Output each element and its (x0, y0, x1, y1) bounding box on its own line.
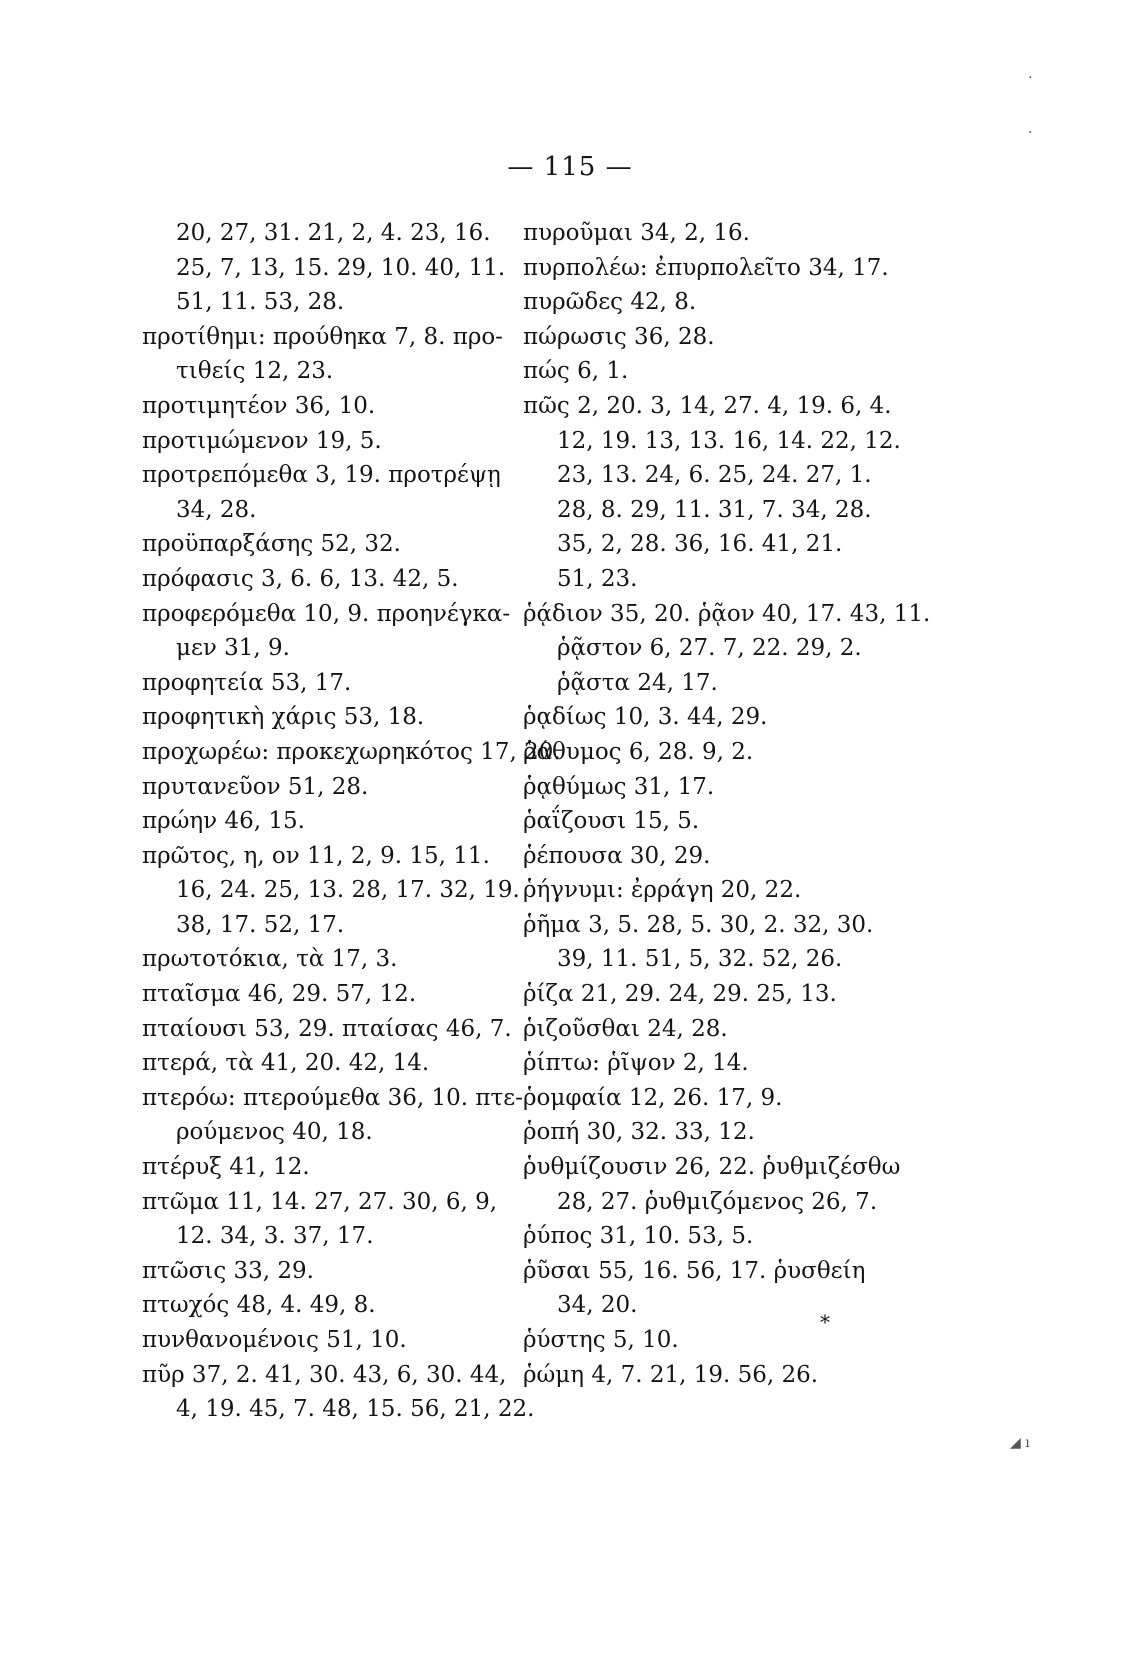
index-entry-line: ῥέπουσα 30, 29. (523, 842, 711, 869)
index-entry-line: 28, 27. ῥυθμιζόμενος 26, 7. (557, 1188, 878, 1215)
index-entry-line: πταῖσμα 46, 29. 57, 12. (142, 981, 417, 1008)
index-entry-line: ῥῦσαι 55, 16. 56, 17. ῥυσθείη (523, 1257, 866, 1284)
index-entry-line: πώρωσις 36, 28. (523, 323, 715, 350)
index-entry-line: 25, 7, 13, 15. 29, 10. 40, 11. (176, 254, 506, 281)
index-entry-line: 12, 19. 13, 13. 16, 14. 22, 12. (557, 427, 901, 454)
index-entry-line: 16, 24. 25, 13. 28, 17. 32, 19. (176, 877, 520, 904)
index-entry-line: ῥάθυμος 6, 28. 9, 2. (523, 738, 754, 765)
index-entry-line: πτωχός 48, 4. 49, 8. (142, 1292, 376, 1319)
index-entry-line: πυροῦμαι 34, 2, 16. (523, 220, 750, 246)
index-entry-line: ῥᾷστον 6, 27. 7, 22. 29, 2. (557, 635, 862, 662)
margin-mark: · (1028, 70, 1033, 86)
index-entry-line: προτίθημι: προύθηκα 7, 8. προ- (142, 323, 503, 350)
index-entry-line: προφητεία 53, 17. (142, 669, 352, 696)
index-entry-line: πτερά, τὰ 41, 20. 42, 14. (142, 1050, 430, 1077)
index-entry-line: 51, 23. (557, 565, 638, 592)
index-entry-line: πρῶτος, η, ον 11, 2, 9. 15, 11. (142, 842, 490, 869)
index-entry-line: πτῶμα 11, 14. 27, 27. 30, 6, 9, (142, 1188, 498, 1215)
index-entry-line: ῥήγνυμι: ἐρράγη 20, 22. (523, 877, 802, 904)
index-entry-line: 35, 2, 28. 36, 16. 41, 21. (557, 531, 843, 558)
index-entry-line: πῦρ 37, 2. 41, 30. 43, 6, 30. 44, (142, 1361, 507, 1388)
index-entry-line: προτιμώμενον 19, 5. (142, 427, 382, 454)
index-entry-line: 28, 8. 29, 11. 31, 7. 34, 28. (557, 496, 872, 523)
index-entry-line: πτέρυξ 41, 12. (142, 1154, 310, 1181)
index-entry-line: ῥαΐζουσι 15, 5. (523, 808, 700, 835)
index-entry-line: πώς 6, 1. (523, 358, 629, 385)
index-entry-line: τιθείς 12, 23. (176, 358, 334, 385)
index-entry-line: 38, 17. 52, 17. (176, 911, 345, 938)
index-entry-line: ῥᾳθύμως 31, 17. (523, 773, 715, 800)
margin-mark: · (1028, 125, 1033, 141)
index-entry-line: ῥυθμίζουσιν 26, 22. ῥυθμιζέσθω (523, 1154, 901, 1181)
index-entry-line: 4, 19. 45, 7. 48, 15. 56, 21, 22. (176, 1396, 535, 1423)
index-entry-line: ρούμενος 40, 18. (176, 1119, 373, 1146)
index-entry-line: 39, 11. 51, 5, 32. 52, 26. (557, 946, 843, 973)
index-entry-line: πρυτανεῦον 51, 28. (142, 773, 369, 800)
index-entry-line: πτῶσις 33, 29. (142, 1257, 314, 1284)
index-entry-line: ῥᾴδιον 35, 20. ῥᾷον 40, 17. 43, 11. (523, 600, 931, 627)
index-entry-line: 51, 11. 53, 28. (176, 289, 345, 316)
index-entry-line: ῥῆμα 3, 5. 28, 5. 30, 2. 32, 30. (523, 911, 874, 938)
index-entry-line: πταίουσι 53, 29. πταίσας 46, 7. (142, 1015, 512, 1042)
index-entry-line: πρώην 46, 15. (142, 808, 305, 835)
index-entry-line: 12. 34, 3. 37, 17. (176, 1223, 374, 1250)
end-mark: * (820, 1310, 830, 1334)
index-entry-line: πυρπολέω: ἐπυρπολεῖτο 34, 17. (523, 254, 889, 281)
index-entry-line: πτερόω: πτερούμεθα 36, 10. πτε- (142, 1084, 523, 1111)
index-entry-line: ῥομφαία 12, 26. 17, 9. (523, 1084, 783, 1111)
index-entry-line: πρωτοτόκια, τὰ 17, 3. (142, 946, 398, 973)
index-entry-line: 20, 27, 31. 21, 2, 4. 23, 16. (176, 220, 491, 246)
index-entry-line: προϋπαρξάσης 52, 32. (142, 531, 401, 558)
index-entry-line: πῶς 2, 20. 3, 14, 27. 4, 19. 6, 4. (523, 392, 892, 419)
index-entry-line: 34, 28. (176, 496, 257, 523)
index-entry-line: πυρῶδες 42, 8. (523, 289, 697, 316)
index-column-left (142, 216, 561, 1427)
index-entry-line: προχωρέω: προκεχωρηκότος 17, 20. (142, 738, 561, 765)
index-entry-line: ῥώμη 4, 7. 21, 19. 56, 26. (523, 1361, 819, 1388)
page-number: — 115 — (507, 152, 633, 182)
index-entry-line: προφητικὴ χάρις 53, 18. (142, 704, 425, 731)
index-entry-line: ῥύπος 31, 10. 53, 5. (523, 1223, 754, 1250)
index-entry-line: ῥοπή 30, 32. 33, 12. (523, 1119, 755, 1146)
index-entry-line: ῥᾳδίως 10, 3. 44, 29. (523, 704, 768, 731)
index-entry-line: προτρεπόμεθα 3, 19. προτρέψῃ (142, 462, 501, 489)
index-entry-line: πυνθανομένοις 51, 10. (142, 1327, 407, 1353)
index-entry-line: προφερόμεθα 10, 9. προηνέγκα- (142, 600, 511, 627)
index-entry-line: προτιμητέον 36, 10. (142, 392, 376, 419)
index-entry-line: 34, 20. (557, 1292, 638, 1319)
index-entry-line: πρόφασις 3, 6. 6, 13. 42, 5. (142, 565, 459, 592)
index-entry-line: ῥᾷστα 24, 17. (557, 669, 718, 696)
index-entry-line: ῥιζοῦσθαι 24, 28. (523, 1015, 728, 1042)
margin-mark: ◢ ı (1010, 1435, 1030, 1451)
index-entry-line: ῥίζα 21, 29. 24, 29. 25, 13. (523, 981, 837, 1008)
index-column-right (523, 216, 931, 1392)
index-entry-line: ῥίπτω: ῥῖψον 2, 14. (523, 1050, 749, 1077)
index-entry-line: 23, 13. 24, 6. 25, 24. 27, 1. (557, 462, 872, 489)
index-entry-line: ῥύστης 5, 10. (523, 1327, 679, 1353)
index-entry-line: μεν 31, 9. (176, 635, 290, 662)
